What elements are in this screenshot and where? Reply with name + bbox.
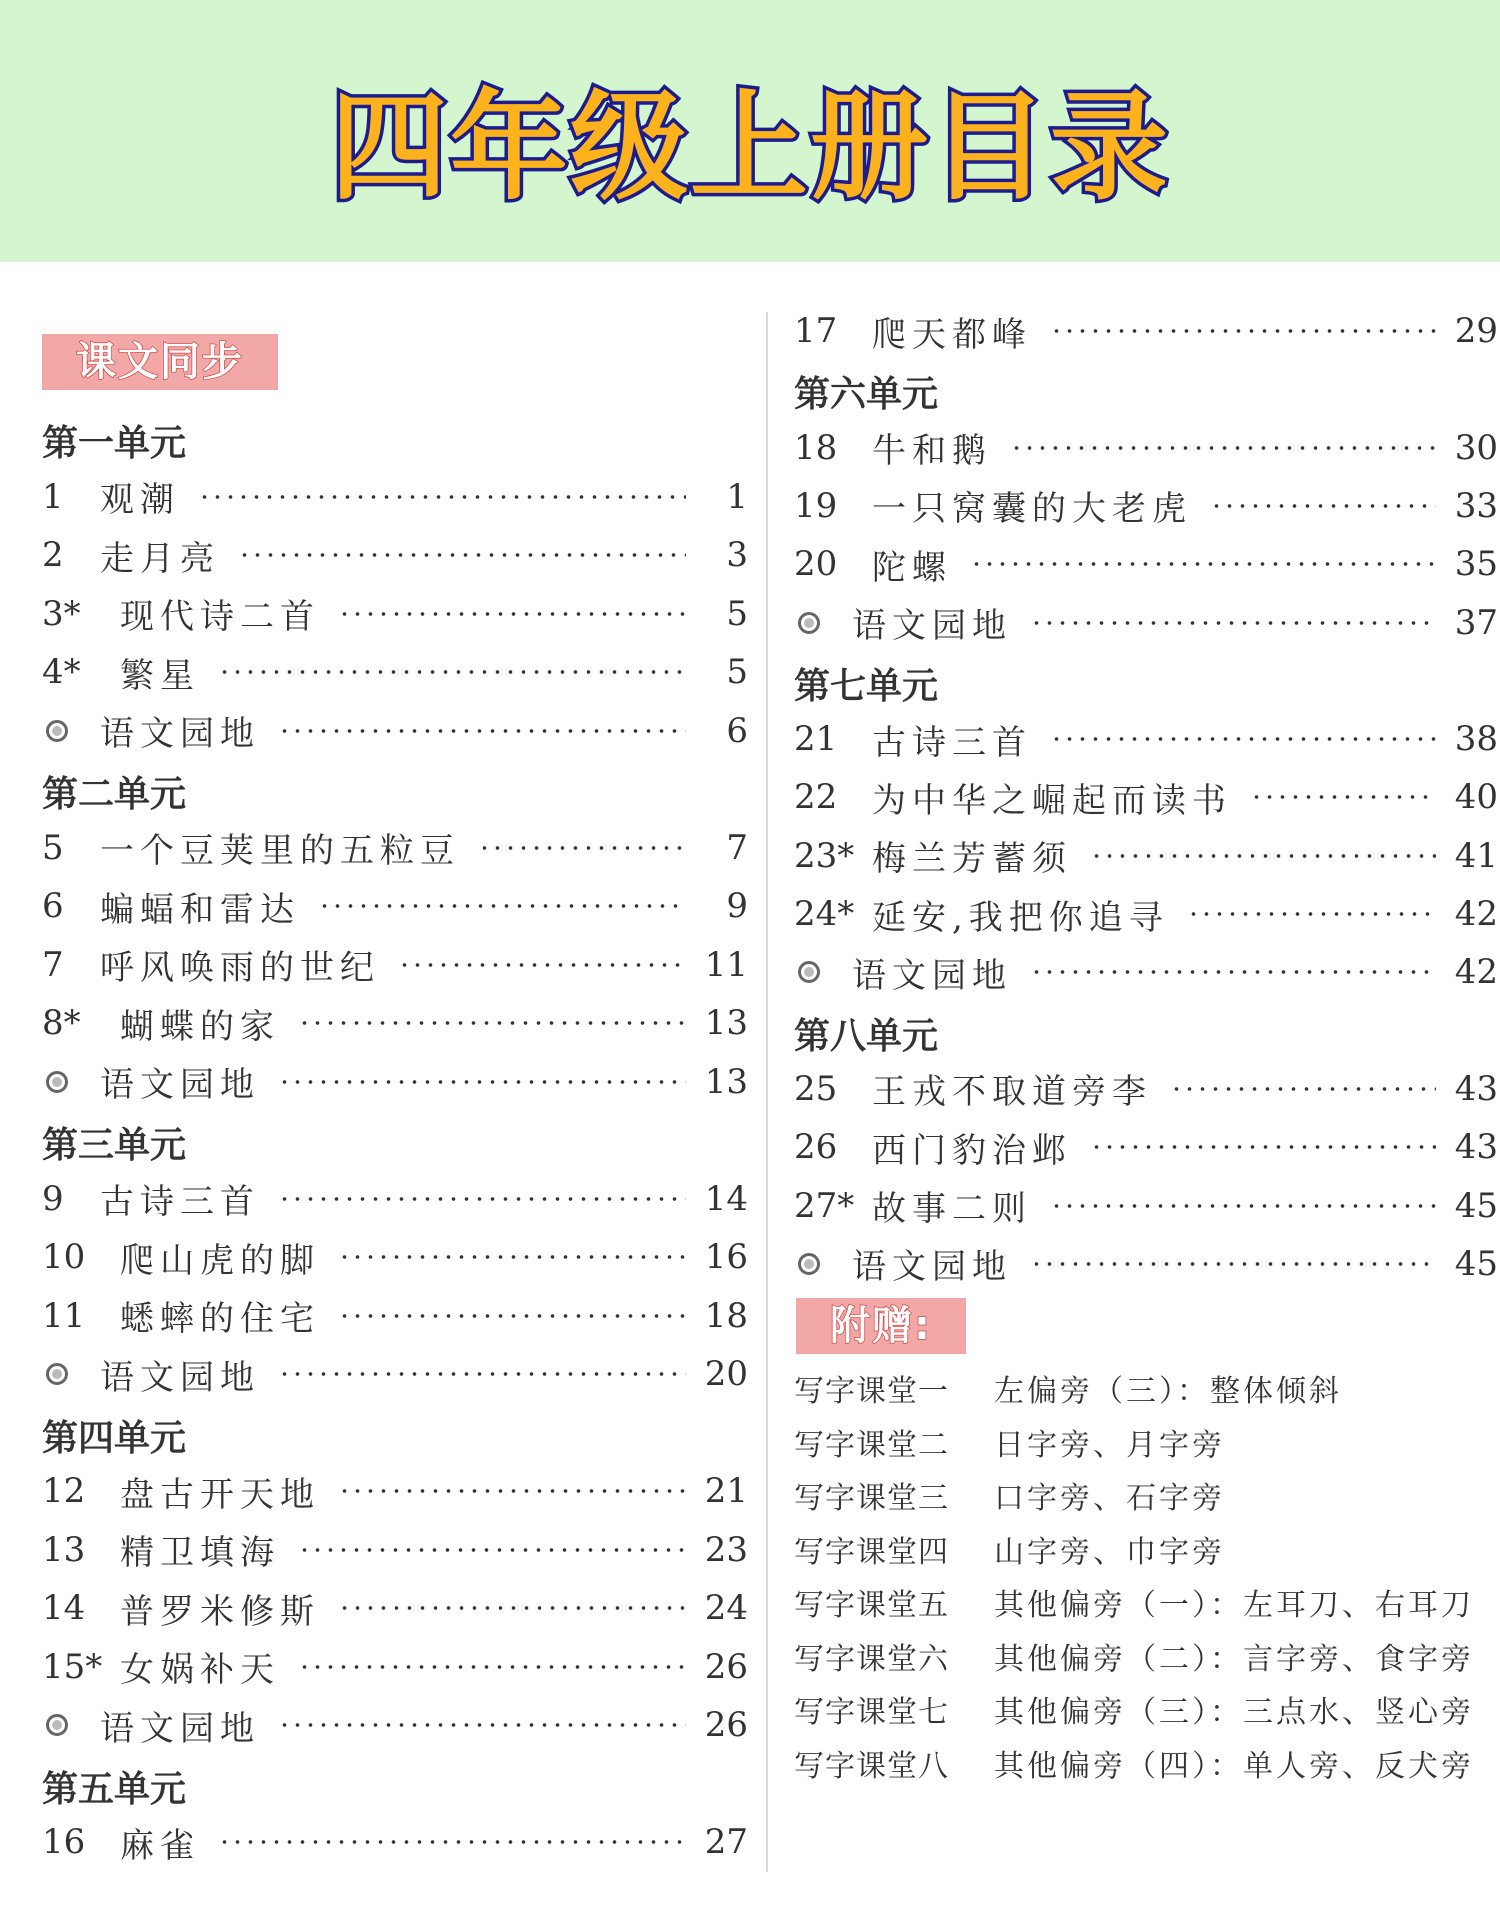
dot-leader (338, 1313, 686, 1319)
toc-entry[interactable] (794, 539, 1498, 589)
entry-title: 语文园地 (852, 606, 1012, 646)
entry-page: 13 (704, 1061, 748, 1102)
entry-page: 5 (726, 652, 748, 692)
dot-leader (298, 1020, 686, 1026)
bonus-desc: 其他偏旁（三）：三点水、竖心旁 (994, 1695, 1474, 1730)
dot-leader (218, 1839, 686, 1845)
garden-ring-icon (798, 612, 820, 634)
toc-entry[interactable] (42, 1817, 748, 1867)
toc-entry[interactable] (42, 589, 748, 639)
toc-entry[interactable] (42, 1642, 748, 1692)
toc-entry[interactable] (794, 598, 1498, 648)
entry-number: 22 (794, 777, 838, 818)
entry-number: 7 (42, 944, 64, 985)
entry-number: 19 (794, 485, 838, 526)
header-banner (0, 0, 1500, 262)
entry-page: 18 (704, 1295, 748, 1336)
garden-ring-icon (46, 720, 68, 742)
dot-leader (278, 1371, 686, 1377)
entry-page: 21 (704, 1471, 748, 1511)
bonus-name: 写字课堂一 (794, 1374, 949, 1409)
entry-page: 1 (726, 476, 748, 517)
entry-title: 蟋蟀的住宅 (120, 1299, 320, 1339)
entry-number: 26 (794, 1127, 838, 1168)
toc-entry[interactable] (42, 998, 748, 1048)
toc-entry[interactable] (794, 423, 1498, 473)
entry-title: 为中华之崛起而读书 (872, 780, 1232, 821)
dot-leader (1050, 328, 1436, 334)
dot-leader (298, 1664, 686, 1670)
garden-ring-icon (46, 1363, 68, 1385)
entry-page: 7 (726, 827, 748, 868)
dot-leader (278, 1722, 686, 1728)
entry-title: 繁星 (120, 655, 200, 696)
entry-number: 25 (794, 1068, 838, 1109)
dot-leader (1010, 445, 1436, 451)
toc-entry[interactable] (794, 714, 1498, 764)
dot-leader (1210, 503, 1436, 509)
bonus-item[interactable] (794, 1364, 1342, 1412)
dot-leader (198, 494, 686, 500)
entry-title: 延安,我把你追寻 (872, 897, 1169, 938)
toc-entry[interactable] (794, 1122, 1498, 1172)
entry-page: 35 (1454, 544, 1498, 585)
toc-entry[interactable] (794, 831, 1498, 881)
entry-page: 38 (1454, 719, 1498, 760)
entry-title: 古诗三首 (100, 1182, 260, 1222)
entry-page: 24 (704, 1588, 748, 1628)
dot-leader (218, 669, 686, 675)
entry-title: 梅兰芳蓄须 (872, 839, 1072, 880)
entry-number: 23* (794, 835, 855, 876)
toc-entry[interactable] (42, 1291, 748, 1341)
entry-page: 45 (1454, 1185, 1498, 1226)
entry-title: 王戎不取道旁李 (872, 1072, 1152, 1113)
toc-entry[interactable] (42, 647, 748, 697)
entry-number: 6 (42, 886, 64, 926)
bonus-desc: 左偏旁（三）：整体倾斜 (994, 1374, 1342, 1409)
toc-entry[interactable] (42, 1525, 748, 1575)
dot-leader (278, 1079, 686, 1085)
dot-leader (1050, 1203, 1436, 1209)
dot-leader (278, 728, 686, 734)
ring-icon (42, 1354, 100, 1394)
entry-number: 14 (42, 1588, 86, 1628)
dot-leader (238, 552, 686, 558)
entry-number: 12 (42, 1471, 86, 1511)
bonus-name: 写字课堂八 (794, 1748, 949, 1784)
unit-heading: 第七单元 (794, 665, 939, 707)
entry-page: 26 (704, 1705, 748, 1745)
toc-entry[interactable] (42, 530, 748, 580)
entry-number: 8* (42, 1003, 81, 1043)
entry-page: 16 (704, 1237, 748, 1277)
entry-title: 精卫填海 (120, 1533, 280, 1573)
unit-heading: 第八单元 (794, 1015, 939, 1057)
entry-title: 走月亮 (100, 538, 220, 579)
dot-leader (1030, 1261, 1436, 1267)
unit-heading: 第二单元 (42, 774, 187, 815)
entry-title: 爬山虎的脚 (120, 1240, 320, 1281)
bonus-desc: 口字旁、石字旁 (994, 1481, 1225, 1516)
toc-entry[interactable] (794, 947, 1498, 997)
ring-icon (794, 603, 852, 643)
toc-entry[interactable] (794, 772, 1498, 822)
entry-number: 16 (42, 1822, 86, 1862)
bonus-item[interactable] (794, 1578, 1474, 1626)
entry-page: 45 (1454, 1243, 1498, 1284)
entry-page: 26 (704, 1646, 748, 1687)
entry-page: 13 (704, 1003, 748, 1043)
entry-title: 语文园地 (852, 955, 1012, 996)
toc-entry[interactable] (42, 1700, 748, 1750)
dot-leader (1187, 911, 1436, 917)
entry-title: 蝙蝠和雷达 (100, 889, 300, 930)
dot-leader (318, 903, 686, 909)
entry-title: 语文园地 (852, 1247, 1012, 1288)
bonus-item[interactable] (794, 1685, 1474, 1733)
toc-entry[interactable] (794, 1064, 1498, 1114)
entry-page: 43 (1454, 1068, 1498, 1109)
entry-number: 10 (42, 1237, 86, 1277)
entry-number: 2 (42, 535, 64, 575)
entry-page: 11 (704, 944, 748, 985)
dot-leader (338, 1254, 686, 1260)
toc-entry[interactable] (42, 1466, 748, 1516)
garden-ring-icon (46, 1714, 68, 1736)
bonus-desc: 日字旁、月字旁 (994, 1427, 1225, 1463)
entry-title: 语文园地 (100, 1065, 260, 1105)
toc-entry[interactable] (42, 1174, 748, 1224)
toc-entry[interactable] (794, 481, 1498, 531)
toc-entry[interactable] (42, 706, 748, 756)
entry-title: 蝴蝶的家 (120, 1006, 280, 1047)
dot-leader (278, 1196, 686, 1202)
column-divider (766, 312, 768, 1872)
entry-page: 14 (704, 1178, 748, 1219)
entry-number: 15* (42, 1646, 103, 1687)
garden-ring-icon (798, 1253, 820, 1275)
entry-page: 27 (704, 1822, 748, 1862)
toc-entry[interactable] (794, 306, 1498, 356)
dot-leader (338, 611, 686, 617)
toc-entry[interactable] (42, 940, 748, 990)
entry-number: 4* (42, 652, 81, 692)
bonus-name: 写字课堂二 (794, 1427, 949, 1463)
section-tag-lessons: 课文同步 (42, 334, 278, 390)
dot-leader (338, 1605, 686, 1611)
dot-leader (1050, 736, 1436, 742)
entry-title: 现代诗二首 (120, 597, 320, 637)
toc-entry[interactable] (42, 823, 748, 873)
bonus-desc: 其他偏旁（四）：单人旁、反犬旁 (994, 1748, 1474, 1784)
entry-page: 20 (704, 1354, 748, 1394)
entry-number: 11 (42, 1295, 86, 1336)
section-tag-bonus: 附赠: (796, 1298, 966, 1354)
entry-title: 麻雀 (120, 1825, 200, 1866)
entry-number: 27* (794, 1185, 855, 1226)
toc-entry[interactable] (42, 1349, 748, 1399)
toc-entry[interactable] (794, 1239, 1498, 1289)
unit-heading: 第三单元 (42, 1125, 187, 1166)
entry-page: 23 (704, 1529, 748, 1570)
unit-heading: 第五单元 (42, 1768, 187, 1810)
bonus-item[interactable] (794, 1471, 1225, 1519)
ring-icon (42, 711, 100, 751)
entry-title: 一只窝囊的大老虎 (872, 489, 1192, 530)
entry-page: 43 (1454, 1127, 1498, 1168)
unit-heading: 第四单元 (42, 1417, 187, 1459)
entry-page: 37 (1454, 602, 1498, 643)
dot-leader (1170, 1086, 1436, 1092)
entry-number: 3* (42, 593, 81, 634)
dot-leader (1090, 1144, 1436, 1150)
dot-leader (478, 845, 686, 851)
entry-number: 5 (42, 827, 64, 868)
bonus-item[interactable] (794, 1418, 1225, 1466)
unit-heading: 第六单元 (794, 374, 939, 416)
dot-leader (298, 1547, 686, 1553)
bonus-name: 写字课堂六 (794, 1641, 949, 1677)
entry-number: 1 (42, 476, 64, 517)
entry-number: 20 (794, 544, 838, 585)
ring-icon (42, 1705, 100, 1745)
entry-title: 古诗三首 (872, 722, 1032, 763)
dot-leader (970, 561, 1436, 567)
dot-leader (1030, 620, 1436, 626)
bonus-desc: 山字旁、巾字旁 (994, 1534, 1225, 1570)
bonus-desc: 其他偏旁（二）：言字旁、食字旁 (994, 1641, 1474, 1677)
entry-page: 33 (1454, 485, 1498, 526)
entry-title: 语文园地 (100, 1357, 260, 1398)
entry-title: 语文园地 (100, 714, 260, 754)
garden-ring-icon (46, 1071, 68, 1093)
bonus-desc: 其他偏旁（一）：左耳刀、右耳刀 (994, 1588, 1474, 1623)
toc-entry[interactable] (42, 472, 748, 522)
dot-leader (1250, 794, 1436, 800)
ring-icon (794, 1244, 852, 1284)
entry-number: 17 (794, 311, 838, 351)
entry-number: 24* (794, 894, 855, 934)
garden-ring-icon (798, 961, 820, 983)
toc-entry[interactable] (42, 881, 748, 931)
entry-title: 故事二则 (872, 1189, 1032, 1229)
entry-title: 女娲补天 (120, 1650, 280, 1690)
ring-icon (794, 952, 852, 992)
toc-entry[interactable] (794, 1181, 1498, 1231)
entry-page: 3 (726, 535, 748, 575)
dot-leader (338, 1488, 686, 1494)
unit-heading: 第一单元 (42, 423, 187, 464)
entry-page: 6 (726, 710, 748, 751)
bonus-name: 写字课堂三 (794, 1481, 949, 1516)
entry-number: 21 (794, 719, 838, 760)
entry-number: 13 (42, 1529, 86, 1570)
bonus-item[interactable] (794, 1632, 1474, 1680)
bonus-item[interactable] (794, 1525, 1225, 1573)
bonus-name: 写字课堂五 (794, 1588, 949, 1623)
entry-title: 西门豹治邺 (872, 1130, 1072, 1171)
entry-number: 9 (42, 1178, 64, 1219)
dot-leader (1090, 853, 1436, 859)
entry-title: 呼风唤雨的世纪 (100, 948, 380, 988)
entry-page: 29 (1454, 311, 1498, 351)
toc-entry[interactable] (42, 1057, 748, 1107)
entry-page: 40 (1454, 777, 1498, 818)
toc-entry[interactable] (42, 1583, 748, 1633)
dot-leader (398, 962, 686, 968)
entry-title: 盘古开天地 (120, 1474, 320, 1515)
toc-entry[interactable] (794, 889, 1498, 939)
dot-leader (1030, 969, 1436, 975)
entry-title: 观潮 (100, 480, 180, 520)
entry-title: 爬天都峰 (872, 314, 1032, 355)
entry-title: 陀螺 (872, 547, 952, 588)
entry-page: 41 (1454, 835, 1498, 876)
toc-entry[interactable] (42, 1232, 748, 1282)
entry-page: 42 (1454, 952, 1498, 993)
entry-page: 5 (726, 593, 748, 634)
bonus-name: 写字课堂七 (794, 1695, 949, 1730)
entry-title: 普罗米修斯 (120, 1591, 320, 1632)
entry-title: 牛和鹅 (872, 431, 992, 472)
bonus-item[interactable] (794, 1739, 1474, 1787)
entry-page: 30 (1454, 427, 1498, 468)
entry-number: 18 (794, 427, 838, 468)
entry-page: 9 (726, 886, 748, 926)
page-title: 四年级上册目录 (329, 78, 1170, 216)
entry-title: 语文园地 (100, 1708, 260, 1749)
ring-icon (42, 1062, 100, 1102)
entry-page: 42 (1454, 894, 1498, 934)
bonus-name: 写字课堂四 (794, 1534, 949, 1570)
entry-title: 一个豆荚里的五粒豆 (100, 831, 460, 871)
